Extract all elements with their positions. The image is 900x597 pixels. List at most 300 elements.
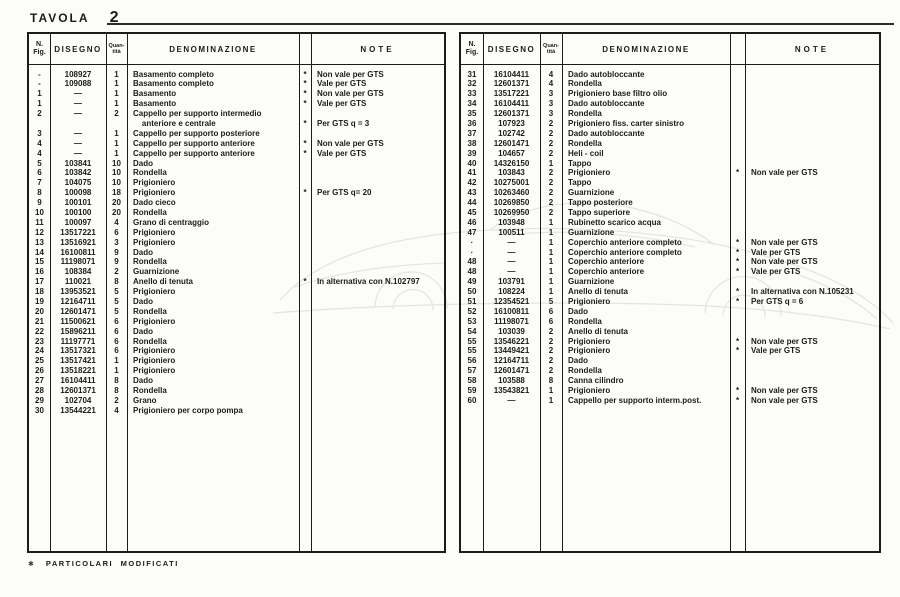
row-fig-number: 60 bbox=[467, 395, 477, 405]
table-row bbox=[29, 178, 444, 188]
row-denominazione: Dado autobloccante bbox=[568, 99, 645, 109]
row-modified-star bbox=[299, 257, 311, 267]
table-header bbox=[461, 34, 879, 65]
row-note bbox=[311, 366, 444, 376]
row-modified-star bbox=[299, 228, 311, 238]
row-modified-star bbox=[730, 70, 745, 80]
row-disegno-number: 13953521 bbox=[60, 287, 96, 297]
row-modified-star bbox=[730, 109, 745, 119]
row-disegno-number: 12601471 bbox=[493, 366, 530, 376]
table-row bbox=[461, 356, 879, 366]
row-modified-star bbox=[299, 406, 311, 416]
table-row bbox=[29, 99, 444, 109]
row-fig-number: 50 bbox=[467, 287, 477, 297]
row-fig-number: 2 bbox=[37, 109, 42, 119]
table-row bbox=[461, 79, 879, 89]
row-quantity: 1 bbox=[114, 356, 119, 366]
row-disegno-number: 13517221 bbox=[493, 89, 530, 99]
row-disegno-number: 103842 bbox=[64, 168, 92, 178]
row-denominazione: Cappello per supporto anteriore bbox=[133, 138, 255, 148]
row-modified-star bbox=[730, 356, 745, 366]
row-denominazione: Prigioniero bbox=[133, 227, 176, 237]
header-denominazione: DENOMINAZIONE bbox=[602, 44, 690, 54]
row-denominazione: Prigioniero bbox=[133, 178, 176, 188]
row-disegno-number: 12354521 bbox=[493, 296, 530, 306]
row-denominazione: Rondella bbox=[568, 109, 602, 119]
header-fig-line1: N. bbox=[36, 41, 43, 48]
row-note bbox=[311, 228, 444, 238]
row-disegno-number: 16100811 bbox=[493, 306, 530, 316]
row-denominazione: Prigioniero bbox=[568, 168, 611, 178]
row-disegno-number: 12164711 bbox=[493, 356, 530, 366]
row-note: Non vale per GTS bbox=[317, 138, 384, 148]
table-row bbox=[461, 109, 879, 119]
row-modified-star: * bbox=[303, 277, 307, 287]
table-row bbox=[29, 228, 444, 238]
row-denominazione: anteriore e centrale bbox=[133, 118, 216, 128]
row-disegno-number: 16100811 bbox=[60, 247, 96, 257]
row-disegno-number: 14326150 bbox=[493, 158, 530, 168]
row-modified-star: * bbox=[303, 79, 307, 89]
row-fig-number: 14 bbox=[35, 247, 44, 257]
row-modified-star bbox=[730, 277, 745, 287]
row-denominazione: Prigioniero bbox=[133, 188, 176, 198]
row-denominazione: Rondella bbox=[133, 207, 167, 217]
row-quantity: 10 bbox=[112, 168, 121, 178]
header-qty bbox=[540, 34, 562, 64]
table-row bbox=[29, 376, 444, 386]
row-disegno-number: 108384 bbox=[64, 267, 92, 277]
row-fig-number: 48 bbox=[467, 267, 477, 277]
row-disegno-number: 15896211 bbox=[60, 326, 96, 336]
row-quantity: 1 bbox=[548, 158, 554, 168]
row-modified-star: * bbox=[303, 99, 307, 109]
row-modified-star bbox=[299, 287, 311, 297]
row-disegno-number: 11198071 bbox=[494, 316, 529, 326]
row-fig-number: 1 bbox=[37, 89, 42, 99]
row-disegno-number: — bbox=[74, 128, 82, 138]
row-modified-star bbox=[299, 307, 311, 317]
row-modified-star: * bbox=[303, 89, 307, 99]
row-fig-number: 8 bbox=[37, 188, 42, 198]
row-denominazione: Rondella bbox=[568, 366, 602, 376]
row-disegno-number: 13543821 bbox=[493, 386, 530, 395]
row-quantity: 3 bbox=[548, 89, 554, 99]
row-disegno-number: 13517421 bbox=[60, 356, 96, 366]
table-row bbox=[29, 198, 444, 208]
row-quantity: 6 bbox=[114, 316, 119, 326]
header-fig bbox=[29, 34, 50, 64]
row-denominazione: Tappo bbox=[568, 158, 592, 168]
header-fig-line2: Fig. bbox=[33, 49, 46, 56]
row-fig-number: 55 bbox=[467, 336, 477, 346]
row-fig-number: 6 bbox=[37, 168, 42, 178]
row-denominazione: Cappello per supporto posteriore bbox=[133, 128, 260, 138]
table-body-right bbox=[461, 66, 879, 406]
parts-table-right bbox=[459, 32, 881, 553]
parts-table-left bbox=[27, 32, 446, 553]
row-modified-star bbox=[730, 218, 745, 228]
header-fig-line1: N. bbox=[468, 41, 476, 48]
row-modified-star: * bbox=[303, 138, 307, 148]
row-disegno-number: 100097 bbox=[64, 217, 92, 227]
header-fig bbox=[461, 34, 483, 64]
row-disegno-number: 13517321 bbox=[60, 346, 96, 356]
row-disegno-number: 102742 bbox=[498, 128, 525, 138]
row-denominazione: Dado autobloccante bbox=[568, 128, 645, 138]
row-fig-number: 24 bbox=[35, 346, 44, 356]
table-row bbox=[461, 396, 879, 406]
row-note bbox=[745, 317, 879, 327]
row-quantity: 1 bbox=[548, 257, 554, 267]
row-modified-star bbox=[730, 307, 745, 317]
table-row bbox=[461, 149, 879, 159]
row-disegno-number: 16104411 bbox=[493, 69, 530, 79]
row-modified-star: * bbox=[735, 386, 740, 395]
row-denominazione: Guarnizione bbox=[568, 188, 615, 198]
row-note: Non vale per GTS bbox=[751, 395, 818, 405]
row-denominazione: Heli - coil bbox=[568, 148, 604, 158]
row-note: Non vale per GTS bbox=[317, 69, 384, 79]
row-disegno-number: 109088 bbox=[64, 79, 92, 89]
row-denominazione: Prigioniero bbox=[133, 366, 176, 376]
row-quantity: 1 bbox=[114, 366, 119, 376]
row-disegno-number: 104657 bbox=[498, 148, 525, 158]
footer-label: PARTICOLARI MODIFICATI bbox=[45, 559, 179, 568]
row-quantity: 2 bbox=[548, 336, 554, 346]
row-quantity: 18 bbox=[112, 188, 121, 198]
row-fig-number: · bbox=[470, 247, 474, 257]
row-modified-star bbox=[730, 208, 745, 218]
row-note bbox=[745, 89, 879, 99]
header-disegno: DISEGNO bbox=[54, 44, 102, 54]
row-disegno-number: 103039 bbox=[498, 326, 525, 336]
row-modified-star bbox=[299, 267, 311, 277]
table-row bbox=[29, 396, 444, 406]
table-row bbox=[461, 99, 879, 109]
row-note bbox=[311, 386, 444, 396]
row-denominazione: Dado bbox=[568, 306, 588, 316]
row-note bbox=[311, 208, 444, 218]
row-denominazione: Coperchio anteriore bbox=[568, 267, 645, 277]
table-row bbox=[461, 346, 879, 356]
row-denominazione: Prigioniero bbox=[133, 316, 176, 326]
row-modified-star: * bbox=[303, 118, 307, 128]
row-note bbox=[745, 79, 879, 89]
row-disegno-number: 107923 bbox=[498, 118, 525, 128]
row-disegno-number: — bbox=[507, 395, 516, 405]
row-quantity: 6 bbox=[114, 346, 119, 356]
row-modified-star bbox=[730, 159, 745, 169]
row-modified-star bbox=[730, 178, 745, 188]
row-modified-star bbox=[730, 129, 745, 139]
row-denominazione: Coperchio anteriore bbox=[568, 257, 645, 267]
row-fig-number: 30 bbox=[35, 405, 44, 415]
row-note bbox=[311, 337, 444, 347]
row-note: In alternativa con N.102797 bbox=[317, 277, 420, 287]
row-fig-number: 13 bbox=[35, 237, 44, 247]
row-fig-number: 59 bbox=[467, 386, 477, 395]
row-denominazione: Prigioniero base filtro olio bbox=[568, 89, 668, 99]
page-title-number: 2 bbox=[109, 9, 119, 26]
row-modified-star bbox=[299, 159, 311, 169]
row-modified-star: * bbox=[735, 267, 740, 277]
row-quantity: 1 bbox=[114, 138, 119, 148]
modified-parts-star-icon: ✱ bbox=[28, 560, 34, 568]
table-row bbox=[461, 238, 879, 248]
row-note: Non vale per GTS bbox=[751, 168, 818, 178]
row-denominazione: Rondella bbox=[133, 336, 167, 346]
row-note bbox=[311, 267, 444, 277]
row-denominazione: Prigioniero per corpo pompa bbox=[133, 405, 243, 415]
row-note bbox=[745, 109, 879, 119]
row-denominazione: Rondella bbox=[133, 257, 167, 267]
row-fig-number: 11 bbox=[35, 217, 44, 227]
row-denominazione: Basamento bbox=[133, 99, 177, 109]
row-note: Per GTS q = 3 bbox=[317, 118, 370, 128]
table-row bbox=[29, 317, 444, 327]
row-fig-number: 45 bbox=[467, 207, 477, 217]
row-disegno-number: 100511 bbox=[498, 227, 525, 237]
row-fig-number: 38 bbox=[467, 138, 477, 148]
table-row bbox=[461, 178, 879, 188]
row-note bbox=[311, 218, 444, 228]
row-fig-number: 31 bbox=[467, 69, 477, 79]
row-quantity: 1 bbox=[548, 395, 554, 405]
row-modified-star: * bbox=[735, 346, 740, 356]
row-denominazione: Anello di tenuta bbox=[568, 287, 628, 297]
row-quantity: 2 bbox=[548, 128, 554, 138]
row-modified-star bbox=[299, 386, 311, 396]
row-quantity: 3 bbox=[548, 99, 554, 109]
row-note bbox=[745, 159, 879, 169]
row-denominazione: Basamento completo bbox=[133, 79, 214, 89]
row-note bbox=[311, 287, 444, 297]
table-row bbox=[29, 366, 444, 376]
header-note: NOTE bbox=[794, 44, 830, 54]
row-fig-number: 21 bbox=[35, 316, 44, 326]
row-modified-star bbox=[299, 178, 311, 188]
row-disegno-number: — bbox=[74, 89, 82, 99]
table-row bbox=[29, 406, 444, 416]
row-fig-number: 48 bbox=[467, 257, 477, 267]
row-quantity: 2 bbox=[548, 366, 554, 376]
row-disegno-number: 12601471 bbox=[60, 306, 96, 316]
row-disegno-number: 100100 bbox=[64, 207, 92, 217]
table-row bbox=[29, 267, 444, 277]
row-fig-number: 33 bbox=[467, 89, 477, 99]
row-disegno-number: 12601371 bbox=[493, 109, 530, 119]
row-note bbox=[311, 346, 444, 356]
row-denominazione: Dado bbox=[568, 356, 588, 366]
row-quantity: 2 bbox=[548, 326, 554, 336]
row-fig-number: 29 bbox=[35, 395, 44, 405]
row-quantity: 2 bbox=[114, 267, 119, 277]
table-row bbox=[29, 257, 444, 267]
row-fig-number: 5 bbox=[37, 158, 42, 168]
row-denominazione: Cappello per supporto interm.post. bbox=[568, 395, 702, 405]
row-quantity: 8 bbox=[114, 376, 119, 386]
row-disegno-number: 108927 bbox=[64, 69, 92, 79]
row-fig-number: 44 bbox=[467, 198, 477, 208]
row-denominazione: Rondella bbox=[133, 386, 167, 395]
table-row bbox=[29, 208, 444, 218]
table-row bbox=[461, 386, 879, 396]
row-fig-number: 36 bbox=[467, 118, 477, 128]
table-row bbox=[29, 307, 444, 317]
row-quantity: 2 bbox=[548, 138, 554, 148]
row-denominazione: Cappello per supporto intermedio bbox=[133, 109, 262, 119]
row-disegno-number: 12601371 bbox=[493, 79, 530, 89]
row-note bbox=[311, 198, 444, 208]
row-quantity: 6 bbox=[114, 326, 119, 336]
row-quantity: 2 bbox=[548, 178, 554, 188]
row-denominazione: Cappello per supporto anteriore bbox=[133, 148, 255, 158]
row-modified-star bbox=[730, 366, 745, 376]
row-quantity: 9 bbox=[114, 247, 119, 257]
row-quantity: 5 bbox=[548, 296, 554, 306]
row-quantity: 1 bbox=[114, 69, 119, 79]
row-quantity: 1 bbox=[548, 227, 554, 237]
row-disegno-number: 103841 bbox=[64, 158, 92, 168]
row-modified-star: * bbox=[303, 148, 307, 158]
row-disegno-number: 11500621 bbox=[60, 316, 96, 326]
table-row bbox=[461, 218, 879, 228]
row-note bbox=[745, 149, 879, 159]
row-modified-star: * bbox=[303, 69, 307, 79]
row-note: Non vale per GTS bbox=[751, 257, 818, 267]
row-note bbox=[745, 139, 879, 149]
row-modified-star bbox=[299, 317, 311, 327]
row-fig-number: 54 bbox=[467, 326, 477, 336]
row-denominazione: Prigioniero bbox=[568, 346, 611, 356]
row-fig-number: 42 bbox=[467, 178, 477, 188]
row-fig-number: 52 bbox=[467, 306, 477, 316]
row-quantity: 5 bbox=[114, 296, 119, 306]
table-row bbox=[461, 267, 879, 277]
header-qty-line1: Quan- bbox=[108, 43, 125, 49]
row-disegno-number: 16104411 bbox=[493, 99, 530, 109]
row-disegno-number: 108224 bbox=[498, 287, 525, 297]
row-quantity bbox=[106, 119, 127, 129]
row-modified-star bbox=[730, 376, 745, 386]
row-quantity: 2 bbox=[548, 207, 554, 217]
row-quantity: 4 bbox=[548, 79, 554, 89]
row-modified-star bbox=[730, 327, 745, 337]
row-denominazione: Coperchio anteriore completo bbox=[568, 247, 682, 257]
table-row bbox=[29, 149, 444, 159]
row-disegno-number: 103843 bbox=[498, 168, 525, 178]
row-quantity: 20 bbox=[112, 207, 121, 217]
table-row bbox=[29, 297, 444, 307]
row-denominazione: Basamento completo bbox=[133, 69, 214, 79]
row-fig-number: 49 bbox=[467, 277, 477, 287]
row-quantity: 6 bbox=[548, 316, 554, 326]
table-row bbox=[461, 337, 879, 347]
row-quantity: 2 bbox=[548, 356, 554, 366]
row-note: Non vale per GTS bbox=[751, 237, 818, 247]
row-quantity: 2 bbox=[114, 395, 119, 405]
row-quantity: 6 bbox=[114, 227, 119, 237]
row-note bbox=[311, 317, 444, 327]
row-disegno-number: 110021 bbox=[64, 277, 92, 287]
row-denominazione: Guarnizione bbox=[568, 277, 615, 287]
row-disegno-number: — bbox=[507, 247, 516, 257]
row-note bbox=[311, 356, 444, 366]
header-qty bbox=[106, 34, 127, 64]
table-row bbox=[29, 356, 444, 366]
row-disegno-number: — bbox=[74, 99, 82, 109]
row-denominazione: Dado autobloccante bbox=[568, 69, 645, 79]
row-quantity: 2 bbox=[548, 188, 554, 198]
row-quantity: 1 bbox=[114, 128, 119, 138]
row-disegno-number: 12601371 bbox=[60, 386, 96, 395]
row-modified-star bbox=[730, 188, 745, 198]
row-quantity: 3 bbox=[548, 109, 554, 119]
row-denominazione: Rubinetto scarico acqua bbox=[568, 217, 661, 227]
row-denominazione: Prigioniero bbox=[133, 356, 176, 366]
row-fig-number: 27 bbox=[35, 376, 44, 386]
table-row bbox=[29, 79, 444, 89]
row-disegno-number: — bbox=[507, 237, 516, 247]
row-note bbox=[311, 376, 444, 386]
table-row bbox=[29, 346, 444, 356]
row-modified-star bbox=[730, 228, 745, 238]
row-quantity: 1 bbox=[548, 287, 554, 297]
header-fig-line2: Fig. bbox=[465, 49, 479, 56]
page-title-label: TAVOLA bbox=[30, 11, 90, 25]
row-quantity: 4 bbox=[114, 217, 119, 227]
row-fig-number: 35 bbox=[467, 109, 477, 119]
row-fig-number: 43 bbox=[467, 188, 477, 198]
row-modified-star bbox=[299, 248, 311, 258]
row-fig-number: 47 bbox=[467, 227, 477, 237]
table-row bbox=[461, 129, 879, 139]
row-fig-number: 57 bbox=[467, 366, 477, 376]
row-fig-number: - bbox=[38, 69, 41, 79]
row-fig-number: - bbox=[38, 79, 41, 89]
row-denominazione: Coperchio anteriore completo bbox=[568, 237, 682, 247]
row-quantity: 1 bbox=[114, 79, 119, 89]
row-quantity: 2 bbox=[548, 346, 554, 356]
row-fig-number: 25 bbox=[35, 356, 44, 366]
row-note bbox=[311, 129, 444, 139]
row-note bbox=[745, 208, 879, 218]
row-modified-star bbox=[299, 346, 311, 356]
row-disegno-number: 100098 bbox=[64, 188, 92, 198]
row-note bbox=[311, 159, 444, 169]
row-note: Per GTS q= 20 bbox=[317, 188, 372, 198]
row-modified-star: * bbox=[735, 257, 740, 267]
row-disegno-number: 103588 bbox=[498, 376, 525, 386]
row-modified-star bbox=[299, 366, 311, 376]
row-denominazione: Canna cilindro bbox=[568, 376, 624, 386]
table-row bbox=[461, 366, 879, 376]
row-quantity: 2 bbox=[548, 168, 554, 178]
row-note bbox=[745, 228, 879, 238]
row-note: Vale per GTS bbox=[751, 267, 801, 277]
row-fig-number: 20 bbox=[35, 306, 44, 316]
table-row bbox=[29, 327, 444, 337]
row-note bbox=[311, 406, 444, 416]
row-note bbox=[311, 327, 444, 337]
header-qty-line2: tità bbox=[546, 49, 556, 55]
row-quantity: 4 bbox=[548, 69, 554, 79]
row-note bbox=[745, 356, 879, 366]
table-row bbox=[29, 168, 444, 178]
row-note bbox=[745, 218, 879, 228]
header-note: NOTE bbox=[360, 44, 395, 54]
